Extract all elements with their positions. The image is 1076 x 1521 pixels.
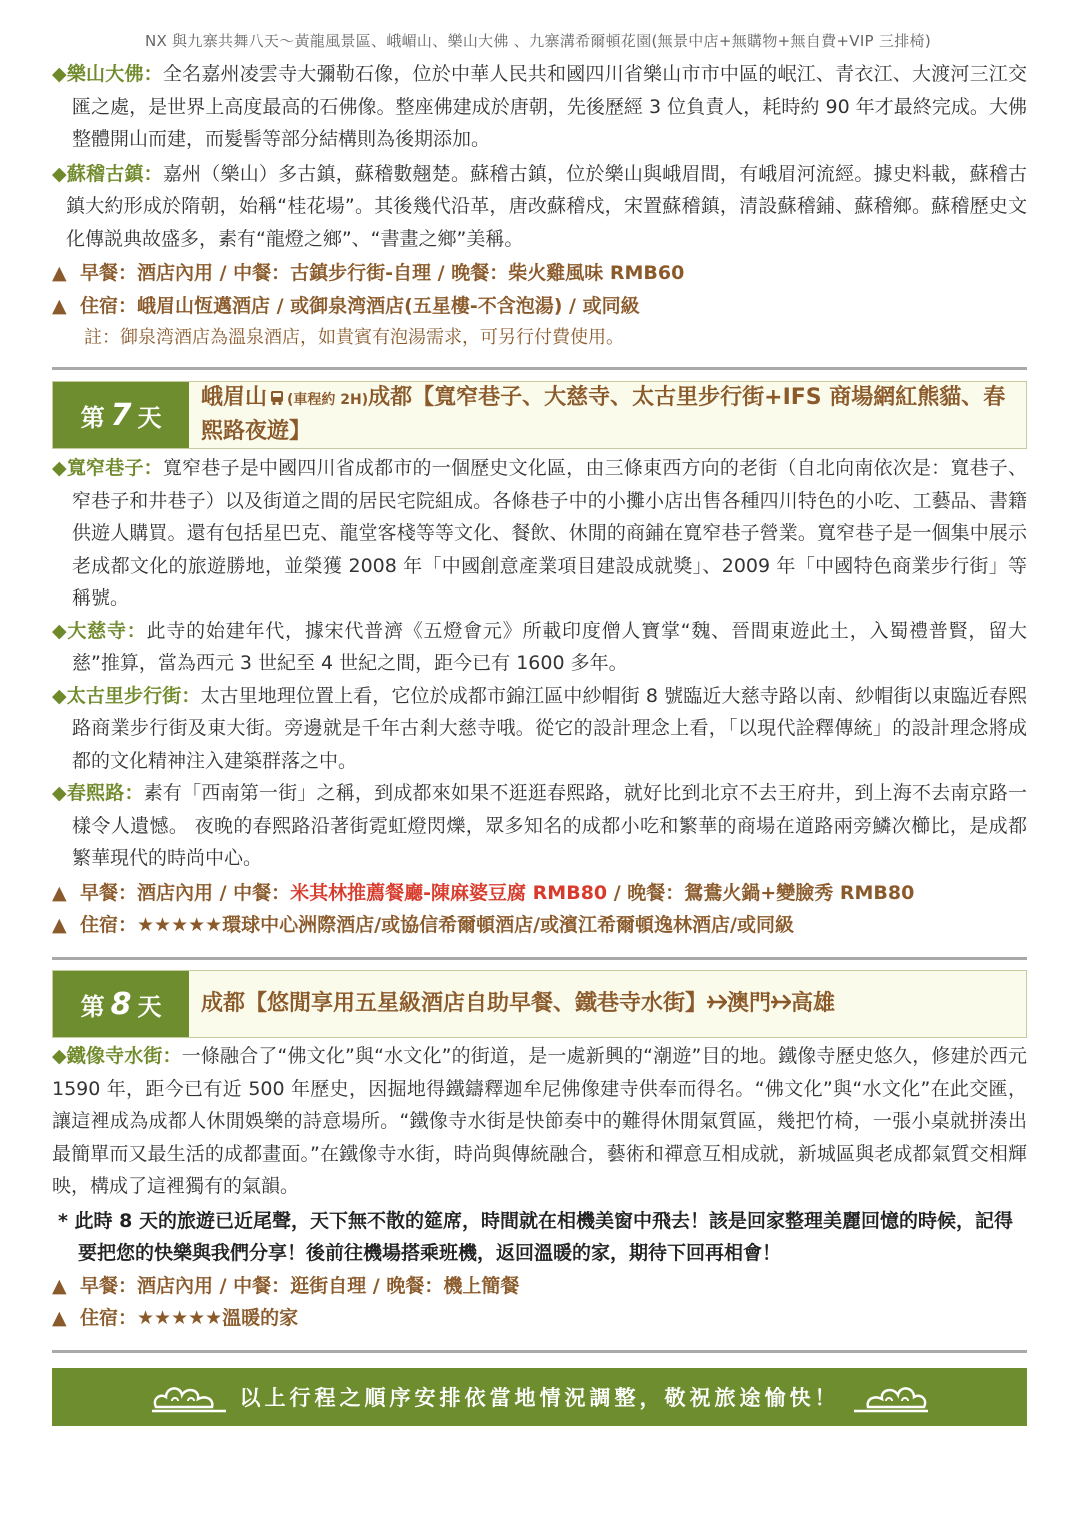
day7-title: 峨眉山 (車程約 2H)成都【寬窄巷子、大慈寺、太古里步行街+IFS 商場網紅熊貓、春熙路夜遊】 [201, 385, 1006, 444]
spot-taikoo-li: ◆太古里步行街：太古里地理位置上看，它位於成都市錦江區中紗帽街 8 號臨近大慈寺路以南、紗帽街以東臨近春熙路商業步行街及東大街。旁邊就是千年古剎大慈寺哦。從它的設計理念上看，「以現代詮釋傳統」的設計理念將成都的文化精神注入建築群落之中。 [52, 684, 1027, 772]
spot-chunxi-road: ◆春熙路：素有「西南第一街」之稱，到成都來如果不逛逛春熙路，就好比到北京不去王府井，到上海不去南京路一樣令人遺憾。 夜晚的春熙路沿著街霓虹燈閃爍，眾多知名的成都小吃和繁華的商場在道路兩旁鱗次櫛比，是成都繁華現代的時尚中心。 [52, 782, 1027, 869]
day7-header [52, 381, 1027, 449]
day8-body [52, 1040, 1027, 1335]
section-divider [52, 957, 1027, 960]
day7-body [52, 452, 1027, 942]
cloud-ornament-icon [150, 1377, 228, 1417]
triangle-bullet-icon: ▲ [52, 1274, 67, 1297]
spot-kuanzhai-alley: ◆寬窄巷子：寬窄巷子是中國四川省成都市的一個歷史文化區，由三條東西方向的老街（自北向南依次是：寬巷子、窄巷子和井巷子）以及街道之間的居民宅院組成。各條巷子中的小攤小店出售各種四川特色的小吃、工藝品、書籍供遊人購買。還有包括星巴克、龍堂客棧等等文化、餐飲、休閒的商鋪在寬窄巷子營業。寬窄巷子是一個集中展示老成都文化的旅遊勝地，並榮獲 2008 年「中國創意產業項目建設成就獎」、2009 年「中國特色商業步行街」等稱號。 [52, 457, 1027, 609]
spot-tiexiang-temple-street: ◆鐵像寺水街：一條融合了“佛文化”與“水文化”的街道，是一處新興的“潮遊”目的地。鐵像寺歷史悠久，修建於西元 1590 年，距今已有近 500 年歷史，因掘地得鐵鑄釋迦牟尼佛像建寺供奉而得名。“佛文化”與“水文化”在此交匯，讓這裡成為成都人休閒娛樂的詩意場所。“鐵像寺水街是快節奏中的難得休閒氣質區，幾把竹椅，一張小桌就拼湊出最簡單而又最生活的成都畫面。”在鐵像寺水街，時尚與傳統融合，藝術和禪意互相成就，新城區與老成都氣質交相輝映，構成了這裡獨有的氣韻。 [52, 1045, 1027, 1197]
triangle-bullet-icon: ▲ [52, 262, 67, 284]
hotel-line: ▲ 住宿：★★★★★環球中心洲際酒店/或協信希爾頓酒店/或濱江希爾頓逸林酒店/或同級 [52, 909, 1027, 942]
meal-line: ▲ 早餐：酒店內用 / 中餐：米其林推薦餐廳-陳麻婆豆腐 RMB80 / 晚餐：鴛鴦火鍋+變臉秀 RMB80 [52, 877, 1027, 910]
meal-line: ▲ 早餐：酒店內用 / 中餐：逛街自理 / 晚餐：機上簡餐 [52, 1270, 1027, 1303]
hotel-line: ▲ 住宿：★★★★★溫暖的家 [52, 1302, 1027, 1335]
section-divider [52, 1350, 1027, 1353]
meal-line: ▲ 早餐：酒店內用 / 中餐：古鎮步行街-自理 / 晚餐：柴火雞風味 RMB60 [52, 257, 1027, 290]
triangle-bullet-icon: ▲ [52, 881, 67, 904]
day6-continuation [52, 58, 1027, 354]
plane-icon [771, 992, 791, 1012]
day8-badge: 第 8 天 [53, 971, 189, 1037]
plane-icon [707, 992, 727, 1012]
cloud-ornament-icon [852, 1377, 930, 1417]
hotel-line: ▲ 住宿：峨眉山恆邁酒店 / 或御泉湾酒店(五星樓-不含泡湯) / 或同級 [52, 290, 1027, 323]
section-divider [52, 367, 1027, 370]
closing-note: * 此時 8 天的旅遊已近尾聲，天下無不散的筵席，時間就在相機美窗中飛去！該是回家整理美麗回憶的時候，記得要把您的快樂與我們分享！後前往機場搭乘班機，返回溫暖的家，期待下回再相會！ [58, 1209, 1014, 1264]
bus-icon [269, 390, 285, 406]
triangle-bullet-icon: ▲ [52, 294, 67, 317]
day8-header [52, 970, 1027, 1038]
spot-daci-temple: ◆大慈寺：此寺的始建年代，據宋代普濟《五燈會元》所載印度僧人寶掌“魏、晉間東遊此土，入蜀禮普賢，留大慈”推算，當為西元 3 世紀至 4 世紀之間，距今已有 1600 多年。 [52, 619, 1027, 674]
spot-suji-town: ◆蘇稽古鎮：嘉州（樂山）多古鎮，蘇稽數翹楚。蘇稽古鎮，位於樂山與峨眉間，有峨眉河流經。據史料載，蘇稽古鎮大約形成於隋朝，始稱“桂花場”。其後幾代沿革，唐改蘇稽戍，宋置蘇稽鎮，清設蘇稽鋪、蘇稽鄉。蘇稽歷史文化傳説典故盛多，素有“龍燈之鄉”、“書畫之鄉”美稱。 [52, 162, 1027, 250]
triangle-bullet-icon: ▲ [52, 914, 67, 936]
day8-title: 成都【悠閒享用五星級酒店自助早餐、鐵巷寺水街】 澳門 高雄 [201, 991, 836, 1016]
day7-badge: 第 7 天 [53, 382, 189, 448]
document-header: NX 與九寨共舞八天～黃龍風景區、峨嵋山、樂山大佛 、九寨溝希爾頓花園(無景中店+無購物+無自費+VIP 三排椅) [144, 32, 932, 50]
spot-leshan-buddha: ◆樂山大佛：全名嘉州凌雲寺大彌勒石像，位於中華人民共和國四川省樂山市市中區的岷江、青衣江、大渡河三江交匯之處，是世界上高度最高的石佛像。整座佛建成於唐朝，先後歷經 3 位負責人，耗時約 90 年才最終完成。大佛整體開山而建，而髮髻等部分結構則為後期添加。 [52, 63, 1027, 150]
hotel-note: 註：御泉湾酒店為溫泉酒店，如貴賓有泡湯需求，可另行付費使用。 [84, 327, 624, 348]
triangle-bullet-icon: ▲ [52, 1307, 67, 1329]
footer-banner: 以上行程之順序安排依當地情況調整，敬祝旅途愉快！ [52, 1368, 1027, 1426]
